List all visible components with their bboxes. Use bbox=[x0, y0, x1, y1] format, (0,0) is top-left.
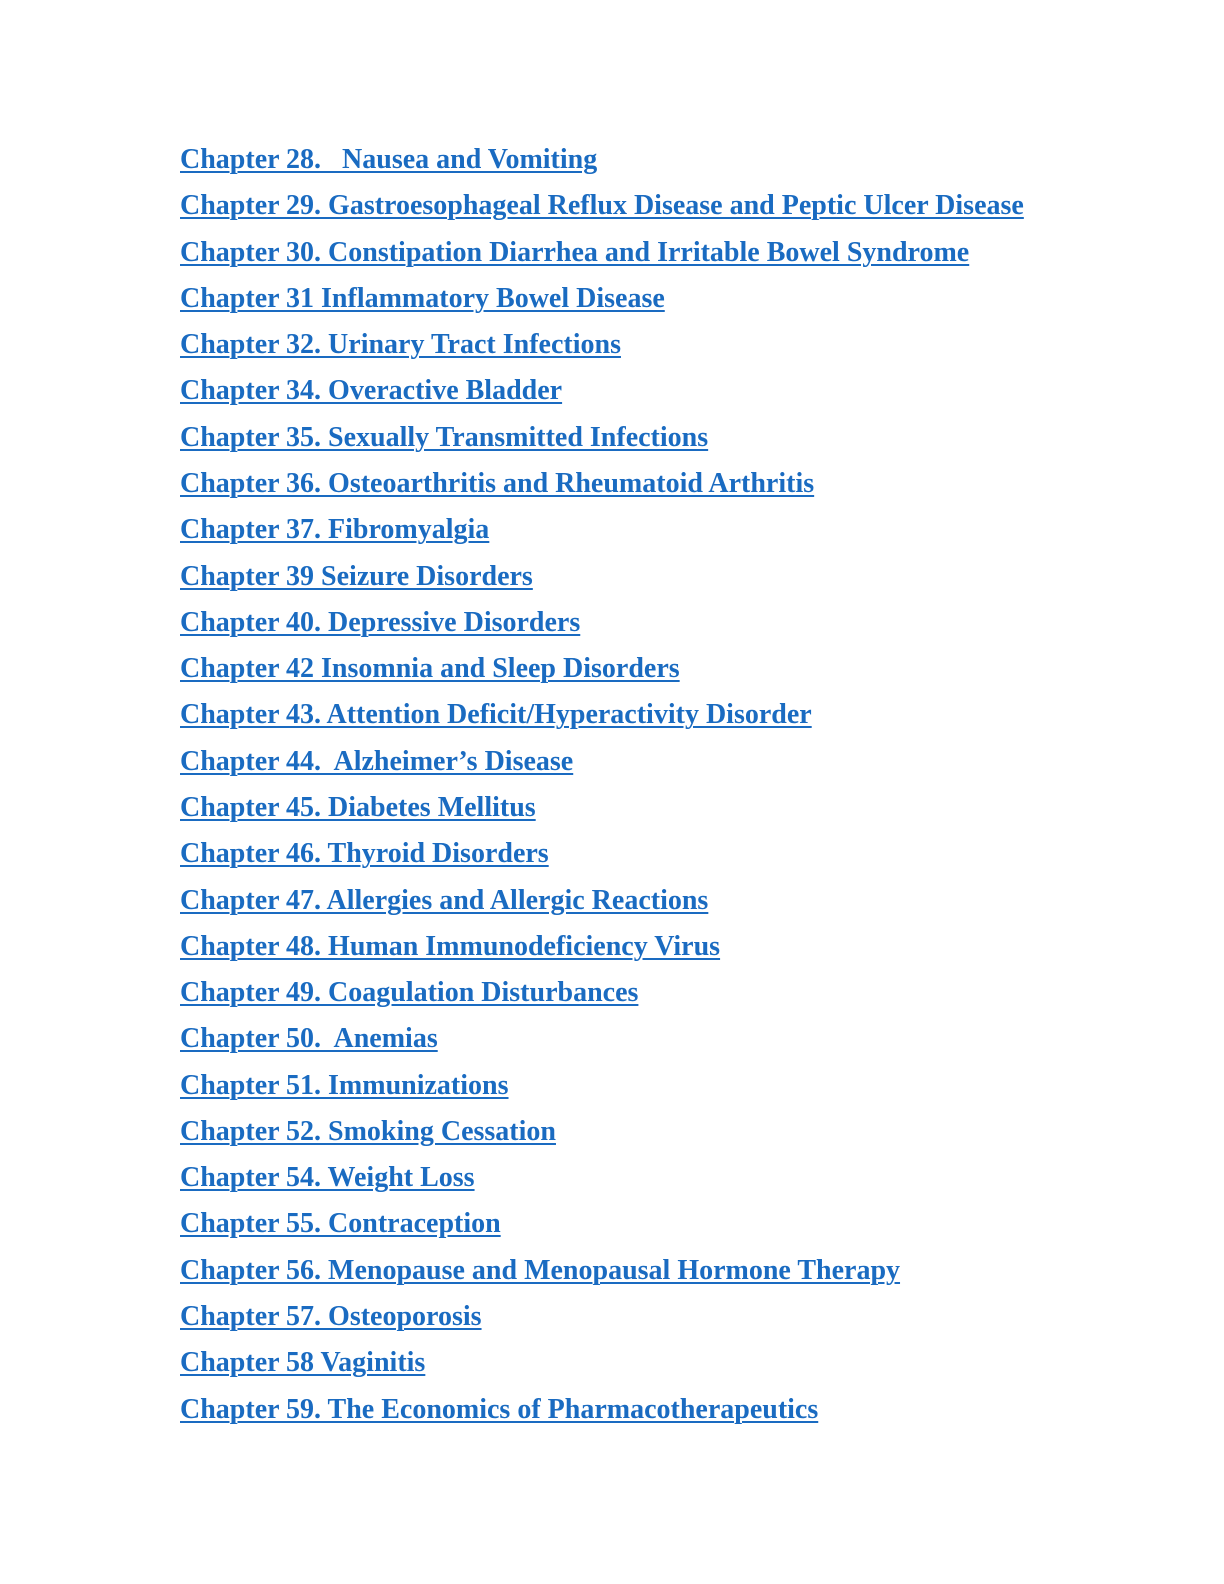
list-item bbox=[180, 512, 1040, 552]
chapter-link-54[interactable]: Chapter 54. Weight Loss bbox=[180, 1162, 475, 1194]
list-item bbox=[180, 836, 1040, 876]
list-item bbox=[180, 559, 1040, 599]
list-item bbox=[180, 373, 1040, 413]
chapter-link-59[interactable]: Chapter 59. The Economics of Pharmacotherapeutics bbox=[180, 1393, 819, 1425]
chapter-link-35[interactable]: Chapter 35. Sexually Transmitted Infections bbox=[180, 421, 709, 453]
list-item bbox=[180, 1114, 1040, 1154]
chapter-link-28[interactable]: Chapter 28. Nausea and Vomiting bbox=[180, 144, 598, 175]
document-page bbox=[180, 142, 1040, 1438]
chapter-link-31[interactable]: Chapter 31 Inflammatory Bowel Disease bbox=[180, 282, 665, 314]
list-item bbox=[180, 929, 1040, 969]
list-item bbox=[180, 1160, 1040, 1200]
chapter-link-43[interactable]: Chapter 43. Attention Deficit/Hyperactivity Disorder bbox=[180, 699, 812, 731]
chapter-link-39[interactable]: Chapter 39 Seizure Disorders bbox=[180, 560, 533, 592]
chapter-link-45[interactable]: Chapter 45. Diabetes Mellitus bbox=[180, 791, 536, 823]
list-item bbox=[180, 466, 1040, 506]
list-item bbox=[180, 1068, 1040, 1108]
list-item bbox=[180, 327, 1040, 367]
list-item bbox=[180, 790, 1040, 830]
list-item bbox=[180, 235, 1040, 275]
list-item bbox=[180, 651, 1040, 691]
list-item bbox=[180, 1299, 1040, 1339]
list-item bbox=[180, 1206, 1040, 1246]
list-item bbox=[180, 1021, 1040, 1061]
chapter-link-29[interactable]: Chapter 29. Gastroesophageal Reflux Disease and Peptic Ulcer Disease bbox=[180, 190, 1024, 222]
list-item bbox=[180, 697, 1040, 737]
list-item bbox=[180, 1253, 1040, 1293]
list-item bbox=[180, 744, 1040, 784]
chapter-link-52[interactable]: Chapter 52. Smoking Cessation bbox=[180, 1115, 556, 1147]
list-item bbox=[180, 1392, 1040, 1432]
list-item bbox=[180, 420, 1040, 460]
chapter-link-49[interactable]: Chapter 49. Coagulation Disturbances bbox=[180, 977, 639, 1009]
list-item bbox=[180, 281, 1040, 321]
chapter-link-30[interactable]: Chapter 30. Constipation Diarrhea and Irritable Bowel Syndrome bbox=[180, 236, 970, 268]
chapter-link-46[interactable]: Chapter 46. Thyroid Disorders bbox=[180, 838, 549, 870]
chapter-link-32[interactable]: Chapter 32. Urinary Tract Infections bbox=[180, 329, 621, 361]
chapter-link-34[interactable]: Chapter 34. Overactive Bladder bbox=[180, 375, 563, 407]
chapter-link-47[interactable]: Chapter 47. Allergies and Allergic Reactions bbox=[180, 884, 709, 916]
chapter-link-58[interactable]: Chapter 58 Vaginitis bbox=[180, 1347, 426, 1379]
chapter-link-36[interactable]: Chapter 36. Osteoarthritis and Rheumatoid Arthritis bbox=[180, 467, 815, 499]
list-item bbox=[180, 1345, 1040, 1385]
chapter-link-50[interactable]: Chapter 50. Anemias bbox=[180, 1023, 438, 1055]
list-item bbox=[180, 142, 1040, 182]
chapter-link-57[interactable]: Chapter 57. Osteoporosis bbox=[180, 1301, 482, 1333]
chapter-link-44[interactable]: Chapter 44. Alzheimer’s Disease bbox=[180, 745, 574, 777]
chapter-link-42[interactable]: Chapter 42 Insomnia and Sleep Disorders bbox=[180, 653, 680, 685]
chapter-link-37[interactable]: Chapter 37. Fibromyalgia bbox=[180, 514, 490, 546]
chapter-link-55[interactable]: Chapter 55. Contraception bbox=[180, 1208, 501, 1240]
list-item bbox=[180, 605, 1040, 645]
list-item bbox=[180, 975, 1040, 1015]
chapter-link-48[interactable]: Chapter 48. Human Immunodeficiency Virus bbox=[180, 930, 721, 962]
chapter-link-56[interactable]: Chapter 56. Menopause and Menopausal Hormone Therapy bbox=[180, 1254, 901, 1286]
list-item bbox=[180, 883, 1040, 923]
chapter-link-51[interactable]: Chapter 51. Immunizations bbox=[180, 1069, 509, 1101]
chapter-link-40[interactable]: Chapter 40. Depressive Disorders bbox=[180, 606, 581, 638]
list-item bbox=[180, 188, 1040, 228]
chapter-link-list bbox=[180, 142, 1040, 1431]
